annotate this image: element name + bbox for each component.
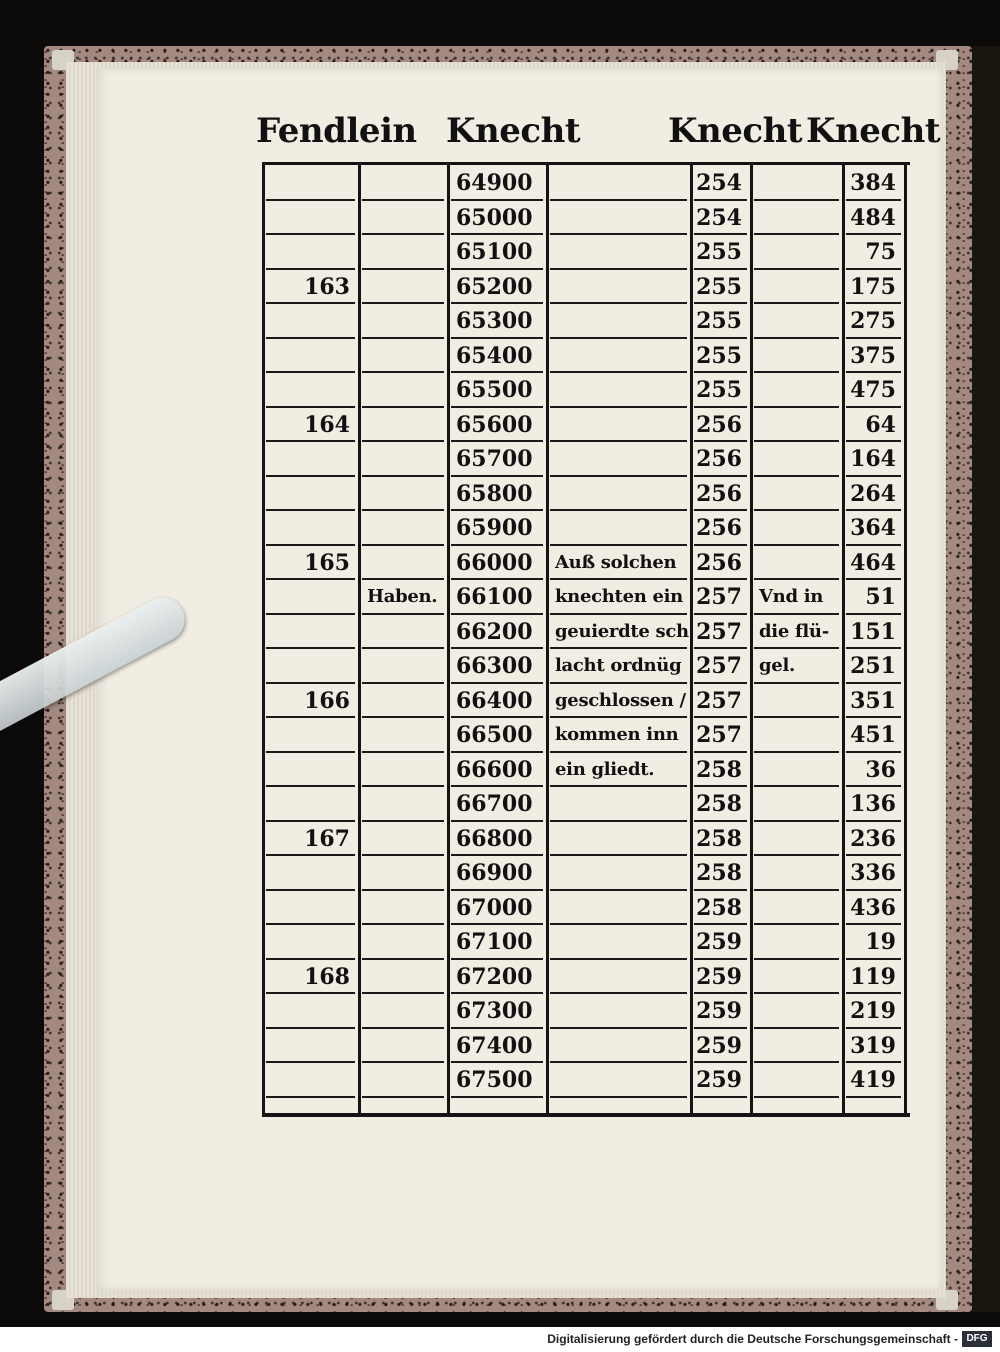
- table-cell-f: [265, 235, 358, 270]
- table-cell-k2: 259: [696, 963, 742, 990]
- table-cell-text: [549, 960, 690, 995]
- table-cell-text: [549, 339, 690, 374]
- table-cell-f: [265, 787, 358, 822]
- table-cell-k3: 36: [865, 756, 896, 783]
- table-cell-num: 67200: [456, 963, 533, 990]
- table-row: [262, 856, 910, 891]
- table-cell-k3: 136: [850, 791, 896, 817]
- table-cell-habe: [361, 373, 447, 408]
- table-row: [262, 822, 910, 857]
- table-row: [262, 408, 910, 443]
- table-cell-f: [265, 304, 358, 339]
- row-rule: [754, 1096, 839, 1098]
- table-cell-text2: [753, 1063, 842, 1098]
- table-cell-text: [549, 235, 690, 270]
- table-cell-text2: [753, 960, 842, 995]
- dfg-logo: DFG: [962, 1331, 992, 1347]
- table-cell-k3: 264: [850, 480, 896, 507]
- table-cell-habe: [361, 822, 447, 857]
- table-cell-num: 65900: [456, 515, 533, 541]
- table-cell-text2: Vnd in: [759, 586, 824, 607]
- table-row: [262, 718, 910, 753]
- table-cell-k3: 251: [850, 653, 896, 679]
- table-cell-k2: 254: [696, 204, 742, 231]
- table-cell-k3: 375: [850, 342, 896, 369]
- table-cell-k3: 236: [850, 825, 896, 852]
- table-cell-text: ein gliedt.: [555, 758, 655, 780]
- table-cell-text: [549, 994, 690, 1029]
- table-cell-f: [265, 201, 358, 236]
- row-rule: [451, 1096, 543, 1098]
- table-cell-k2: 255: [696, 377, 742, 403]
- table-cell-text: [549, 1063, 690, 1098]
- table-cell-k3: 19: [865, 929, 896, 955]
- table-cell-f: [265, 718, 358, 753]
- table-cell-num: 66900: [456, 860, 533, 886]
- table-row: [262, 373, 910, 408]
- table-cell-f: [265, 442, 358, 477]
- table-cell-k2: 256: [696, 515, 742, 541]
- header-knecht-3: Knecht: [806, 111, 941, 151]
- table-cell-num: 66500: [456, 722, 533, 748]
- table-cell-k3: 364: [850, 515, 896, 541]
- table-cell-k2: 255: [696, 273, 742, 300]
- table-cell-text2: [753, 511, 842, 546]
- table-cell-text: [549, 477, 690, 512]
- table-row: [262, 925, 910, 960]
- table-cell-f: [265, 373, 358, 408]
- table-cell-f: [265, 649, 358, 684]
- table-cell-text2: [753, 822, 842, 857]
- table-cell-k2: 256: [696, 549, 742, 576]
- table-cell-num: 65700: [456, 446, 533, 472]
- table-cell-f: [265, 477, 358, 512]
- table-cell-num: 67500: [456, 1067, 533, 1093]
- table-cell-text2: [753, 546, 842, 581]
- table-cell-text: geuierdte sch: [555, 620, 689, 642]
- table-row: [262, 511, 910, 546]
- table-cell-k3: 464: [850, 549, 896, 576]
- table-cell-f: [265, 1063, 358, 1098]
- table-cell-f: [265, 1029, 358, 1064]
- table-cell-num: 66300: [456, 653, 533, 679]
- table-cell-k2: 259: [696, 1032, 742, 1059]
- table-cell-k3: 351: [850, 687, 896, 714]
- table-cell-text: geschlossen /: [555, 689, 686, 711]
- table-cell-k3: 384: [850, 170, 896, 196]
- table-cell-text: [549, 511, 690, 546]
- table-row: [262, 994, 910, 1029]
- table-cell-habe: [361, 166, 447, 201]
- table-row: [262, 235, 910, 270]
- table-row: [262, 649, 910, 684]
- table-cell-k2: 258: [696, 825, 742, 852]
- table-cell-habe: [361, 753, 447, 788]
- table-row: [262, 546, 910, 581]
- table-cell-k3: 319: [850, 1032, 896, 1059]
- table-cell-text2: [753, 994, 842, 1029]
- table-row: [262, 477, 910, 512]
- table-cell-text2: [753, 408, 842, 443]
- table-cell-habe: [361, 718, 447, 753]
- table-cell-habe: Haben.: [367, 586, 438, 607]
- table-cell-text: Auß solchen: [555, 551, 677, 573]
- table-cell-text2: [753, 235, 842, 270]
- table-cell-f: [265, 925, 358, 960]
- table-cell-text: [549, 442, 690, 477]
- table-cell-habe: [361, 925, 447, 960]
- table-cell-num: 67400: [456, 1032, 533, 1059]
- table-cell-text: [549, 787, 690, 822]
- table-cell-habe: [361, 649, 447, 684]
- table-cell-k2: 258: [696, 756, 742, 783]
- table-cell-habe: [361, 270, 447, 305]
- table-cell-k3: 151: [850, 618, 896, 645]
- table-cell-k2: 256: [696, 446, 742, 472]
- row-rule: [362, 1096, 444, 1098]
- table-cell-text2: [753, 684, 842, 719]
- table-cell-text2: [753, 373, 842, 408]
- table-cell-num: 66200: [456, 618, 533, 645]
- table-row: [262, 1029, 910, 1064]
- table-cell-k2: 258: [696, 860, 742, 886]
- table-cell-f: [265, 511, 358, 546]
- table-cell-habe: [361, 891, 447, 926]
- row-rule: [694, 1096, 747, 1098]
- table-cell-k2: 257: [696, 687, 742, 714]
- table-cell-num: 67100: [456, 929, 533, 955]
- table-cell-text: [549, 270, 690, 305]
- table-cell-text: lacht ordnüg: [555, 655, 682, 676]
- table-cell-k2: 254: [696, 170, 742, 196]
- table-cell-k3: 164: [850, 446, 896, 472]
- table-cell-k3: 219: [850, 998, 896, 1024]
- table-cell-k3: 275: [850, 308, 896, 334]
- table-cell-f: 167: [304, 825, 350, 852]
- table-cell-k2: 255: [696, 342, 742, 369]
- table-cell-k3: 451: [850, 722, 896, 748]
- table-cell-num: 67300: [456, 998, 533, 1024]
- table-cell-text2: [753, 201, 842, 236]
- table-cell-num: 65800: [456, 480, 533, 507]
- table-cell-text: [549, 373, 690, 408]
- row-rule: [550, 1096, 687, 1098]
- table-cell-habe: [361, 408, 447, 443]
- table-cell-num: 66700: [456, 791, 533, 817]
- table-cell-num: 65600: [456, 411, 533, 438]
- table-cell-text2: [753, 304, 842, 339]
- table-cell-text: [549, 822, 690, 857]
- table-cell-num: 65300: [456, 308, 533, 334]
- table-cell-text: [549, 891, 690, 926]
- table-cell-habe: [361, 1063, 447, 1098]
- table-cell-k2: 258: [696, 894, 742, 921]
- table-cell-k3: 51: [865, 584, 896, 610]
- table-cell-text: knechten ein: [555, 586, 683, 607]
- table-cell-habe: [361, 787, 447, 822]
- table-row: [262, 753, 910, 788]
- table-cell-habe: [361, 477, 447, 512]
- table-cell-num: 66400: [456, 687, 533, 714]
- table-row: [262, 1063, 910, 1098]
- table-cell-text2: die flü-: [759, 620, 829, 642]
- table-row: [262, 960, 910, 995]
- table-cell-f: 165: [304, 549, 350, 576]
- table-cell-text2: [753, 925, 842, 960]
- table-row: [262, 304, 910, 339]
- table-cell-text2: [753, 1029, 842, 1064]
- table-cell-f: [265, 580, 358, 615]
- table-cell-num: 65200: [456, 273, 533, 300]
- table-cell-k3: 419: [850, 1067, 896, 1093]
- table-row: [262, 891, 910, 926]
- table-cell-k2: 257: [696, 653, 742, 679]
- table-cell-text2: [753, 718, 842, 753]
- table-cell-text2: [753, 166, 842, 201]
- row-rule: [846, 1096, 901, 1098]
- table-cell-f: [265, 994, 358, 1029]
- table-cell-num: 66600: [456, 756, 533, 783]
- table-cell-text2: gel.: [759, 655, 795, 676]
- table-row: [262, 166, 910, 201]
- table-cell-num: 64900: [456, 170, 533, 196]
- table-cell-habe: [361, 304, 447, 339]
- table-cell-num: 65400: [456, 342, 533, 369]
- header-knecht-1: Knecht: [446, 111, 581, 151]
- table-row: [262, 201, 910, 236]
- table-cell-num: 66100: [456, 584, 533, 610]
- table-cell-k2: 259: [696, 929, 742, 955]
- table-cell-k2: 255: [696, 239, 742, 265]
- table-cell-habe: [361, 511, 447, 546]
- footer-bar: [0, 1327, 1000, 1352]
- table-cell-f: [265, 615, 358, 650]
- table-cell-habe: [361, 615, 447, 650]
- table-cell-text2: [753, 856, 842, 891]
- funding-credit: Digitalisierung gefördert durch die Deutsche Forschungsgemeinschaft -: [547, 1332, 958, 1346]
- table-cell-num: 65500: [456, 377, 533, 403]
- table-cell-habe: [361, 339, 447, 374]
- table-cell-text2: [753, 339, 842, 374]
- table-cell-f: [265, 753, 358, 788]
- table-row: [262, 787, 910, 822]
- table-cell-f: 168: [304, 963, 350, 990]
- table-cell-habe: [361, 684, 447, 719]
- table-cell-f: 166: [304, 687, 350, 714]
- table-cell-habe: [361, 442, 447, 477]
- table-cell-f: [265, 891, 358, 926]
- table-cell-k2: 257: [696, 722, 742, 748]
- table-cell-num: 66800: [456, 825, 533, 852]
- table-cell-text2: [753, 753, 842, 788]
- table-cell-k3: 64: [865, 411, 896, 438]
- table-cell-habe: [361, 1029, 447, 1064]
- table-cell-k3: 75: [865, 239, 896, 265]
- table-cell-num: 67000: [456, 894, 533, 921]
- table-cell-k3: 119: [850, 963, 896, 990]
- table-cell-habe: [361, 201, 447, 236]
- table-row: [262, 270, 910, 305]
- table-cell-habe: [361, 856, 447, 891]
- table-cell-f: [265, 339, 358, 374]
- table-cell-habe: [361, 546, 447, 581]
- table-cell-habe: [361, 960, 447, 995]
- table-cell-k3: 336: [850, 860, 896, 886]
- table-cell-k2: 259: [696, 998, 742, 1024]
- table-cell-text: [549, 925, 690, 960]
- table-cell-f: [265, 856, 358, 891]
- table-row: [262, 339, 910, 374]
- table-cell-num: 65100: [456, 239, 533, 265]
- table-cell-text2: [753, 442, 842, 477]
- table-cell-k3: 175: [850, 273, 896, 300]
- table-cell-k2: 258: [696, 791, 742, 817]
- table-cell-k3: 436: [850, 894, 896, 921]
- table-cell-text: [549, 304, 690, 339]
- table-cell-f: 163: [304, 273, 350, 300]
- header-fendlein: Fendlein: [256, 111, 417, 151]
- header-knecht-2: Knecht: [668, 111, 803, 151]
- table-cell-text: [549, 201, 690, 236]
- row-rule: [266, 1096, 355, 1098]
- table-cell-num: 65000: [456, 204, 533, 231]
- table-cell-k2: 255: [696, 308, 742, 334]
- table-bottom-rule: [262, 1113, 910, 1117]
- table-cell-k3: 484: [850, 204, 896, 231]
- table-cell-text2: [753, 891, 842, 926]
- table-cell-k2: 256: [696, 411, 742, 438]
- table-cell-text: [549, 408, 690, 443]
- table-cell-k2: 257: [696, 584, 742, 610]
- table-cell-num: 66000: [456, 549, 533, 576]
- table-cell-text: [549, 1029, 690, 1064]
- table-row: [262, 442, 910, 477]
- table-cell-text: kommen inn: [555, 724, 679, 745]
- table-cell-habe: [361, 235, 447, 270]
- table-cell-f: [265, 166, 358, 201]
- table-cell-k2: 259: [696, 1067, 742, 1093]
- table-cell-f: 164: [304, 411, 350, 438]
- table-cell-k2: 257: [696, 618, 742, 645]
- table-cell-habe: [361, 994, 447, 1029]
- book-spine: [972, 46, 1000, 1312]
- table-cell-text: [549, 166, 690, 201]
- table-cell-text2: [753, 477, 842, 512]
- table-cell-text2: [753, 270, 842, 305]
- table-row: [262, 580, 910, 615]
- table-cell-text2: [753, 787, 842, 822]
- table-row: [262, 615, 910, 650]
- reckoning-table: [262, 162, 910, 1117]
- table-cell-text: [549, 856, 690, 891]
- table-row: [262, 684, 910, 719]
- table-cell-k2: 256: [696, 480, 742, 507]
- table-cell-k3: 475: [850, 377, 896, 403]
